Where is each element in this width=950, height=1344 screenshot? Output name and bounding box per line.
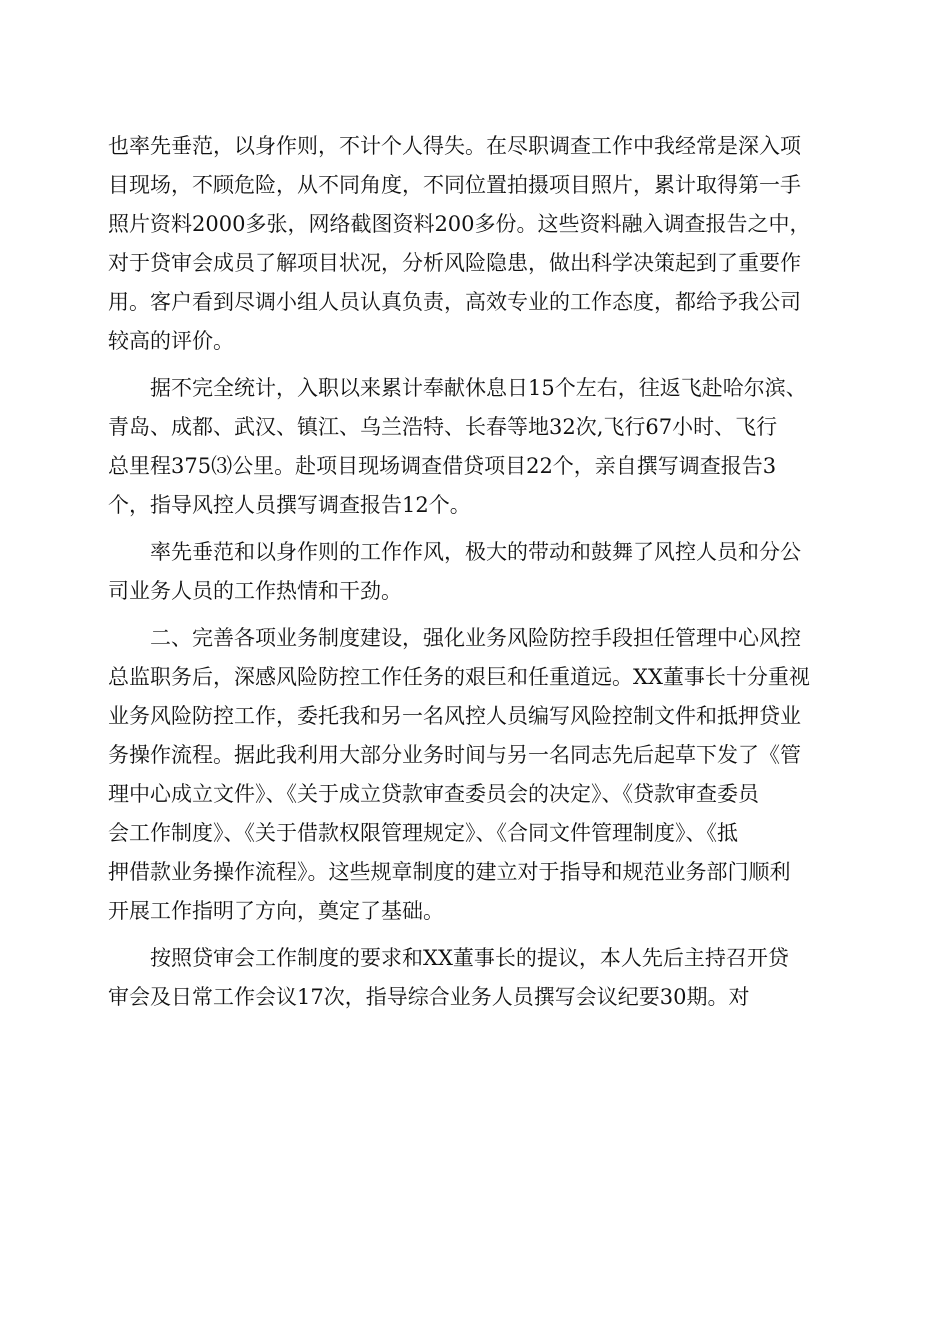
text-line: 会工作制度》、《关于借款权限管理规定》、《合同文件管理制度》、《抵 [108, 821, 738, 845]
text-line: 理中心成立文件》、《关于成立贷款审查委员会的决定》、《贷款审查委员 [108, 782, 759, 806]
text-line: 较高的评价。 [108, 329, 234, 353]
document-body [108, 127, 848, 1017]
text-line: 二、完善各项业务制度建设，强化业务风险防控手段担任管理中心风控 [150, 626, 801, 650]
text-line: 也率先垂范，以身作则，不计个人得失。在尽职调查工作中我经常是深入项 [108, 134, 801, 158]
text-line: 率先垂范和以身作则的工作作风，极大的带动和鼓舞了风控人员和分公 [150, 540, 801, 564]
paragraph-5 [108, 939, 848, 1017]
text-line: 司业务人员的工作热情和干劲。 [108, 579, 402, 603]
paragraph-spacer [108, 611, 848, 619]
paragraph-4 [108, 619, 848, 931]
paragraph-1 [108, 127, 848, 361]
text-line: 审会及日常工作会议17次，指导综合业务人员撰写会议纪要30期。对 [108, 985, 750, 1009]
text-line: 业务风险防控工作，委托我和另一名风控人员编写风险控制文件和抵押贷业 [108, 704, 801, 728]
text-line: 总里程375⑶公里。赴项目现场调查借贷项目22个，亲自撰写调查报告3 [108, 454, 777, 478]
text-line: 按照贷审会工作制度的要求和XX董事长的提议，本人先后主持召开贷 [150, 946, 789, 970]
text-line: 个，指导风控人员撰写调查报告12个。 [108, 493, 471, 517]
text-line: 对于贷审会成员了解项目状况，分析风险隐患，做出科学决策起到了重要作 [108, 251, 801, 275]
paragraph-spacer [108, 361, 848, 369]
paragraph-spacer [108, 931, 848, 939]
paragraph-spacer [108, 525, 848, 533]
paragraph-2 [108, 369, 848, 525]
text-line: 照片资料2000多张，网络截图资料200多份。这些资料融入调查报告之中， [108, 212, 811, 236]
text-line: 目现场，不顾危险，从不同角度，不同位置拍摄项目照片，累计取得第一手 [108, 173, 801, 197]
text-line: 用。客户看到尽调小组人员认真负责，高效专业的工作态度，都给予我公司 [108, 290, 801, 314]
text-line: 总监职务后，深感风险防控工作任务的艰巨和任重道远。XX董事长十分重视 [108, 665, 810, 689]
text-line: 据不完全统计，入职以来累计奉献休息日15个左右，往返飞赴哈尔滨、 [150, 376, 807, 400]
text-line: 务操作流程。据此我利用大部分业务时间与另一名同志先后起草下发了《管 [108, 743, 801, 767]
text-line: 押借款业务操作流程》。这些规章制度的建立对于指导和规范业务部门顺利 [108, 860, 791, 884]
text-line: 开展工作指明了方向，奠定了基础。 [108, 899, 444, 923]
paragraph-3 [108, 533, 848, 611]
text-line: 青岛、成都、武汉、镇江、乌兰浩特、长春等地32次,飞行67小时、飞行 [108, 415, 778, 439]
